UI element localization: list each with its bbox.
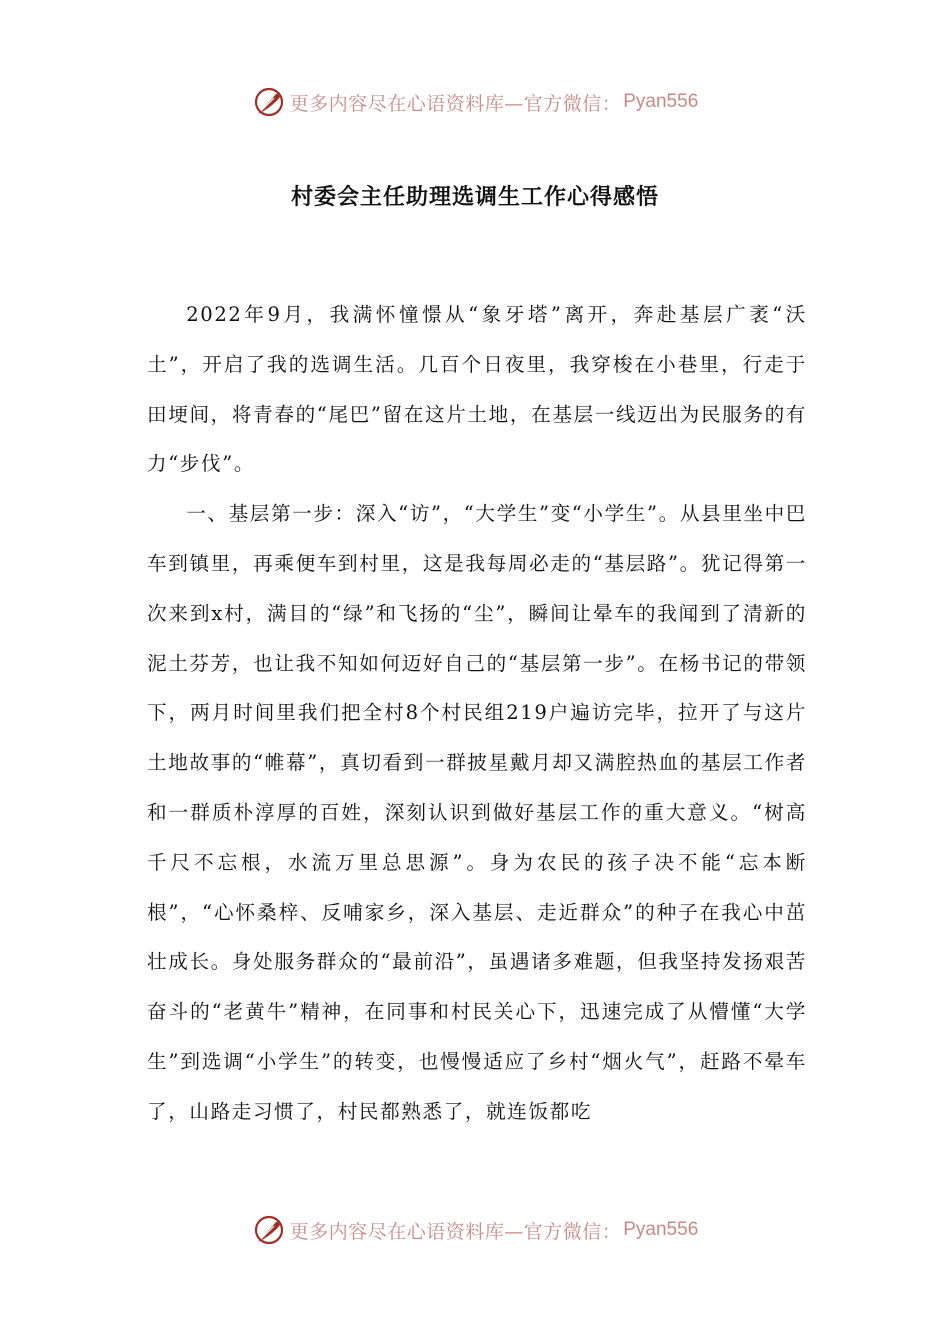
paragraph-intro: 2022年9月，我满怀憧憬从“象牙塔”离开，奔赴基层广袤“沃土”，开启了我的选调生活。几百个日夜里，我穿梭在小巷里，行走于田埂间，将青春的“尾巴”留在这片土地，在基层一线迈出为民服务的有力“步伐”。	[147, 303, 807, 476]
quill-logo-icon	[252, 1213, 286, 1247]
paragraph-section-one: 一、基层第一步：深入“访”，“大学生”变“小学生”。从县里坐中巴车到镇里，再乘便车到村里，这是我每周必走的“基层路”。犹记得第一次来到x村，满目的“绿”和飞扬的“尘”，瞬间让晕车的我闻到了清新的泥土芬芳，也让我不知如何迈好自己的“基层第一步”。在杨书记的带领下，两月时间里我们把全村8个村民组219户遍访完毕，拉开了与这片土地故事的“帷幕”，真切看到一群披星戴月却又满腔热血的基层工作者和一群质朴淳厚的百姓，深刻认识到做好基层工作的重大意义。“树高千尺不忘根，水流万里总思源”。身为农民的孩子决不能“忘本断根”，“心怀桑梓、反哺家乡，深入基层、走近群众”的种子在我心中茁壮成长。身处服务群众的“最前沿”，虽遇诸多难题，但我坚持发扬艰苦奋斗的“老黄牛”精神，在同事和村民关心下，迅速完成了从懵懂“大学生”到选调“小学生”的转变，也慢慢适应了乡村“烟火气”，赶路不晕车了，山路走习惯了，村民都熟悉了，就连饭都吃	[147, 502, 807, 1123]
header-watermark-banner	[0, 82, 950, 122]
document-title: 村委会主任助理选调生工作心得感悟	[290, 185, 659, 210]
wechat-id: Pyan556	[623, 91, 699, 112]
footer-watermark-banner	[0, 1210, 950, 1250]
quill-logo-icon	[252, 85, 286, 119]
document-body	[147, 290, 807, 1137]
watermark-text: 更多内容尽在心语资料库—官方微信：	[289, 1220, 622, 1243]
watermark-text: 更多内容尽在心语资料库—官方微信：	[289, 92, 622, 115]
wechat-id: Pyan556	[623, 1219, 699, 1240]
